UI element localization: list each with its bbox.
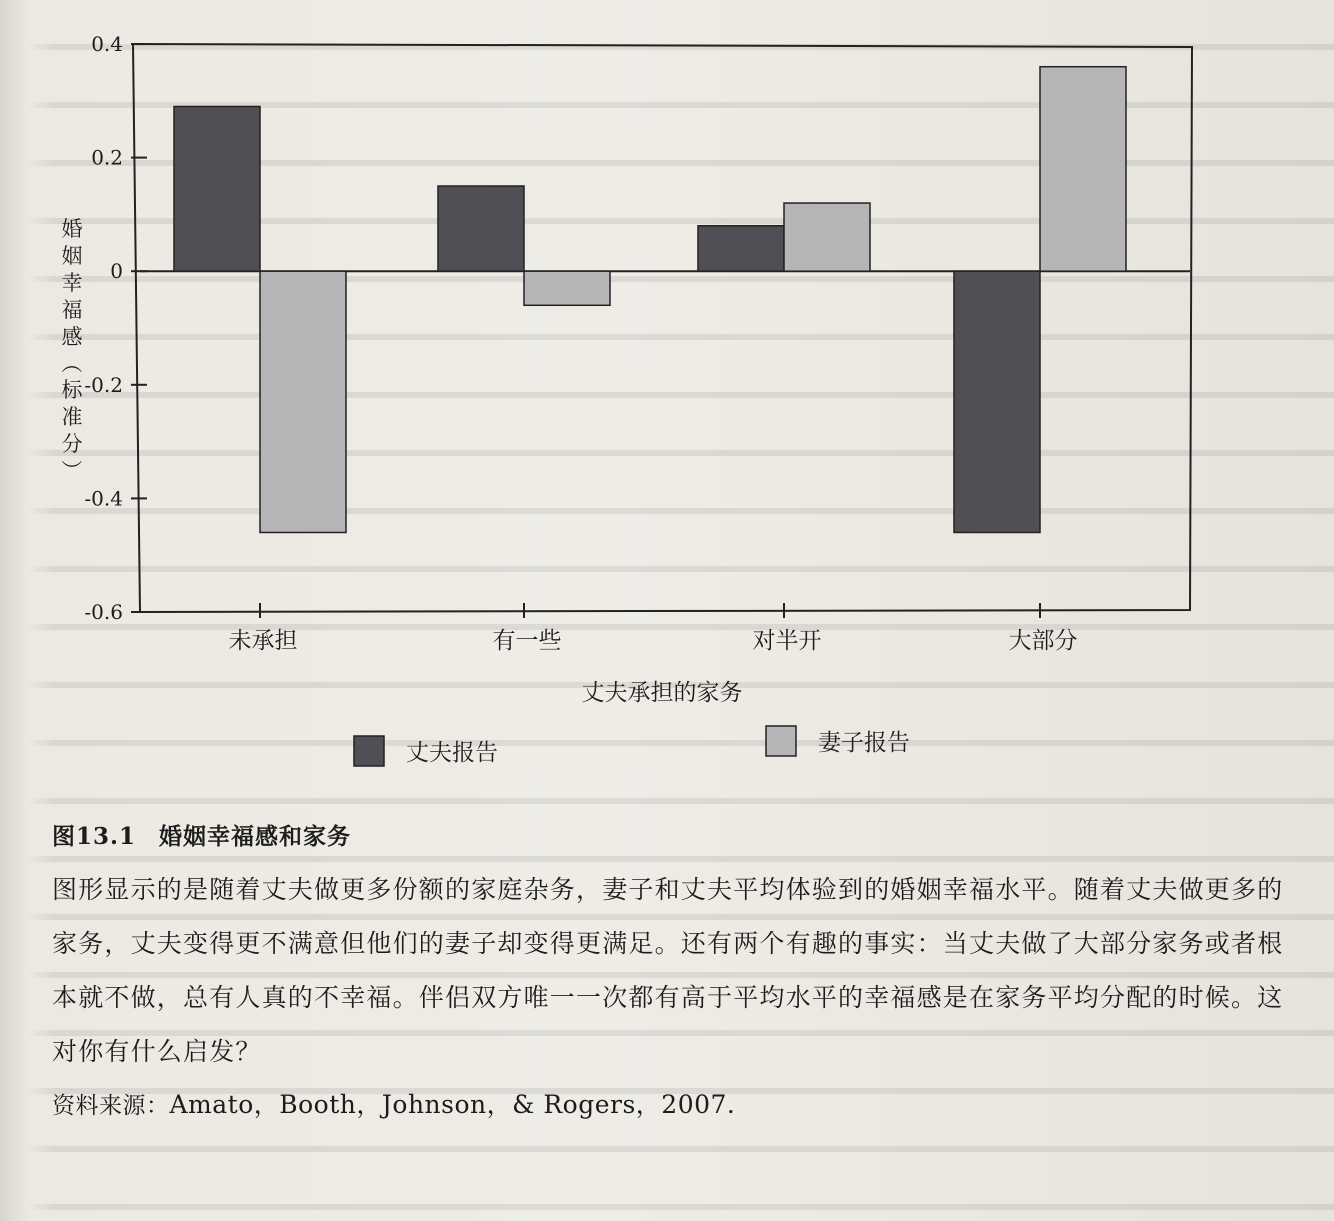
y-axis-label-char: 婚: [61, 217, 83, 241]
y-tick-label: -0.4: [84, 486, 123, 511]
y-axis-label-group: [59, 217, 84, 481]
bar-husband-3: [698, 226, 784, 271]
x-tick-label: 未承担: [228, 628, 298, 654]
figure-caption: [52, 818, 1312, 1121]
y-axis-label-char: 感: [61, 325, 83, 349]
y-axis-label-char: 分: [61, 432, 83, 456]
bar-husband-2: [438, 186, 524, 271]
x-tick-label: 大部分: [1008, 628, 1078, 654]
bars: [174, 67, 1126, 533]
bar-wife-1: [260, 271, 346, 532]
figure-number: 图13.1: [52, 823, 137, 850]
y-axis-label-char: （: [59, 352, 83, 374]
y-tick-label: 0.4: [91, 32, 123, 56]
figure-title-text: 婚姻幸福感和家务: [159, 824, 352, 850]
y-tick-label: 0.2: [91, 145, 123, 170]
y-axis-label-char: 姻: [61, 244, 83, 268]
y-axis-label-char: 准: [61, 405, 83, 429]
legend: [354, 726, 910, 766]
legend-label-husband: 丈夫报告: [406, 740, 498, 766]
x-tick-label: 对半开: [752, 628, 822, 654]
source-text: Amato，Booth，Johnson，& Rogers，2007.: [169, 1090, 736, 1119]
x-tick-label: 有一些: [492, 628, 562, 654]
y-axis-label-char: ）: [59, 459, 83, 481]
bar-wife-4: [1040, 67, 1126, 271]
figure-source: [52, 1085, 1312, 1121]
bar-wife-2: [524, 271, 610, 305]
legend-swatch-husband: [354, 736, 384, 766]
y-axis-label-char: 标: [61, 378, 83, 402]
y-axis: [84, 32, 147, 624]
y-tick-label: -0.6: [84, 600, 123, 624]
y-tick-label: 0: [110, 259, 123, 284]
y-axis-label-char: 福: [61, 298, 83, 322]
x-axis-label: 丈夫承担的家务: [581, 680, 743, 706]
legend-swatch-wife: [766, 726, 796, 756]
y-tick-label: -0.2: [84, 372, 123, 397]
source-label: 资料来源：: [52, 1093, 170, 1119]
bar-wife-3: [784, 203, 870, 271]
bar-husband-4: [954, 271, 1040, 532]
figure-description: 图形显示的是随着丈夫做更多份额的家庭杂务，妻子和丈夫平均体验到的婚姻幸福水平。随着丈夫做更多的家务，丈夫变得更不满意但他们的妻子却变得更满足。还有两个有趣的事实：当丈夫做了大部分家务或者根本就不做，总有人真的不幸福。伴侣双方唯一一次都有高于平均水平的幸福感是在家务平均分配的时候。这对你有什么启发？: [52, 875, 1284, 1066]
y-axis-label-char: 幸: [61, 271, 83, 295]
legend-label-wife: 妻子报告: [818, 730, 910, 756]
bar-husband-1: [174, 106, 260, 271]
figure-title: [52, 818, 1312, 851]
